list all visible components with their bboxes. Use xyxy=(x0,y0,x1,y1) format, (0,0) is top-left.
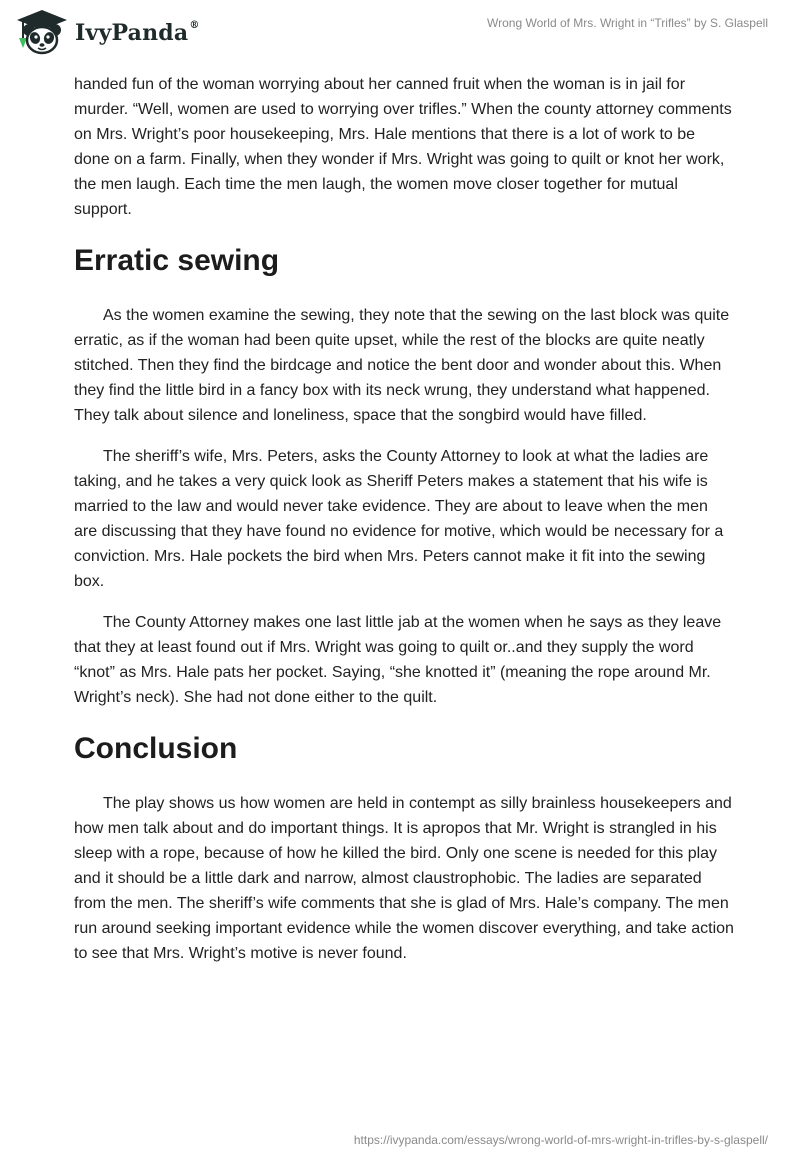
paragraph: As the women examine the sewing, they note that the sewing on the last block was quite erratic, as if the woman had been quite upset, while the rest of the blocks are quite neatly stitched. Then they find the birdcage and notice the bent door and wonder about this. When they find the little bird in a fancy box with its neck wrung, they understand what happened. They talk about silence and loneliness, space that the songbird would have filled. xyxy=(74,307,730,424)
article-body xyxy=(74,72,734,982)
panda-graduation-cap-icon xyxy=(15,8,69,56)
document-title: Wrong World of Mrs. Wright in “Trifles” by S. Glaspell xyxy=(487,16,768,30)
paragraph: The play shows us how women are held in contempt as silly brainless housekeepers and how men talk about and do important things. It is apropos that Mr. Wright is strangled in his sleep with a rope, because of how he killed the bird. Only one scene is needed for this play and it should be a little dark and narrow, almost claustrophobic. The ladies are separated from the men. The sheriff’s wife comments that she is glad of Mrs. Hale’s company. The men run around seeking important evidence while the women discover everything, and take action to see that Mrs. Wright’s motive is never found. xyxy=(74,795,734,962)
section-heading-conclusion: Conclusion xyxy=(74,732,238,765)
brand-name: IvyPanda® xyxy=(75,19,200,46)
intro-paragraph: handed fun of the woman worrying about her canned fruit when the woman is in jail for murder. “Well, women are used to worrying over trifles.” When the county attorney comments on Mrs. Wright’s poor housekeeping, Mrs. Hale mentions that there is a lot of work to be done on a farm. Finally, when they wonder if Mrs. Wright was going to quilt or knot her work, the men laugh. Each time the men laugh, the women move closer together for mutual support. xyxy=(74,76,732,218)
section-heading-erratic-sewing: Erratic sewing xyxy=(74,244,280,277)
brand-logo[interactable] xyxy=(15,8,200,56)
page-header xyxy=(0,0,800,62)
paragraph: The County Attorney makes one last little jab at the women when he says as they leave that they at least found out if Mrs. Wright was going to quilt or..and they supply the word “knot” as Mrs. Hale pats her pocket. Saying, “she knotted it” (meaning the rope around Mr. Wright’s neck). She had not done either to the quilt. xyxy=(74,614,722,706)
paragraph: The sheriff’s wife, Mrs. Peters, asks the County Attorney to look at what the ladies are taking, and he takes a very quick look as Sheriff Peters makes a statement that his wife is married to the law and would never take evidence. They are about to leave when the men are discussing that they have found no evidence for motive, which would be necessary for a conviction. Mrs. Hale pockets the bird when Mrs. Peters cannot make it fit into the sewing box. xyxy=(74,448,724,590)
source-url-link[interactable]: https://ivypanda.com/essays/wrong-world-of-mrs-wright-in-trifles-by-s-glaspell/ xyxy=(353,1133,768,1147)
